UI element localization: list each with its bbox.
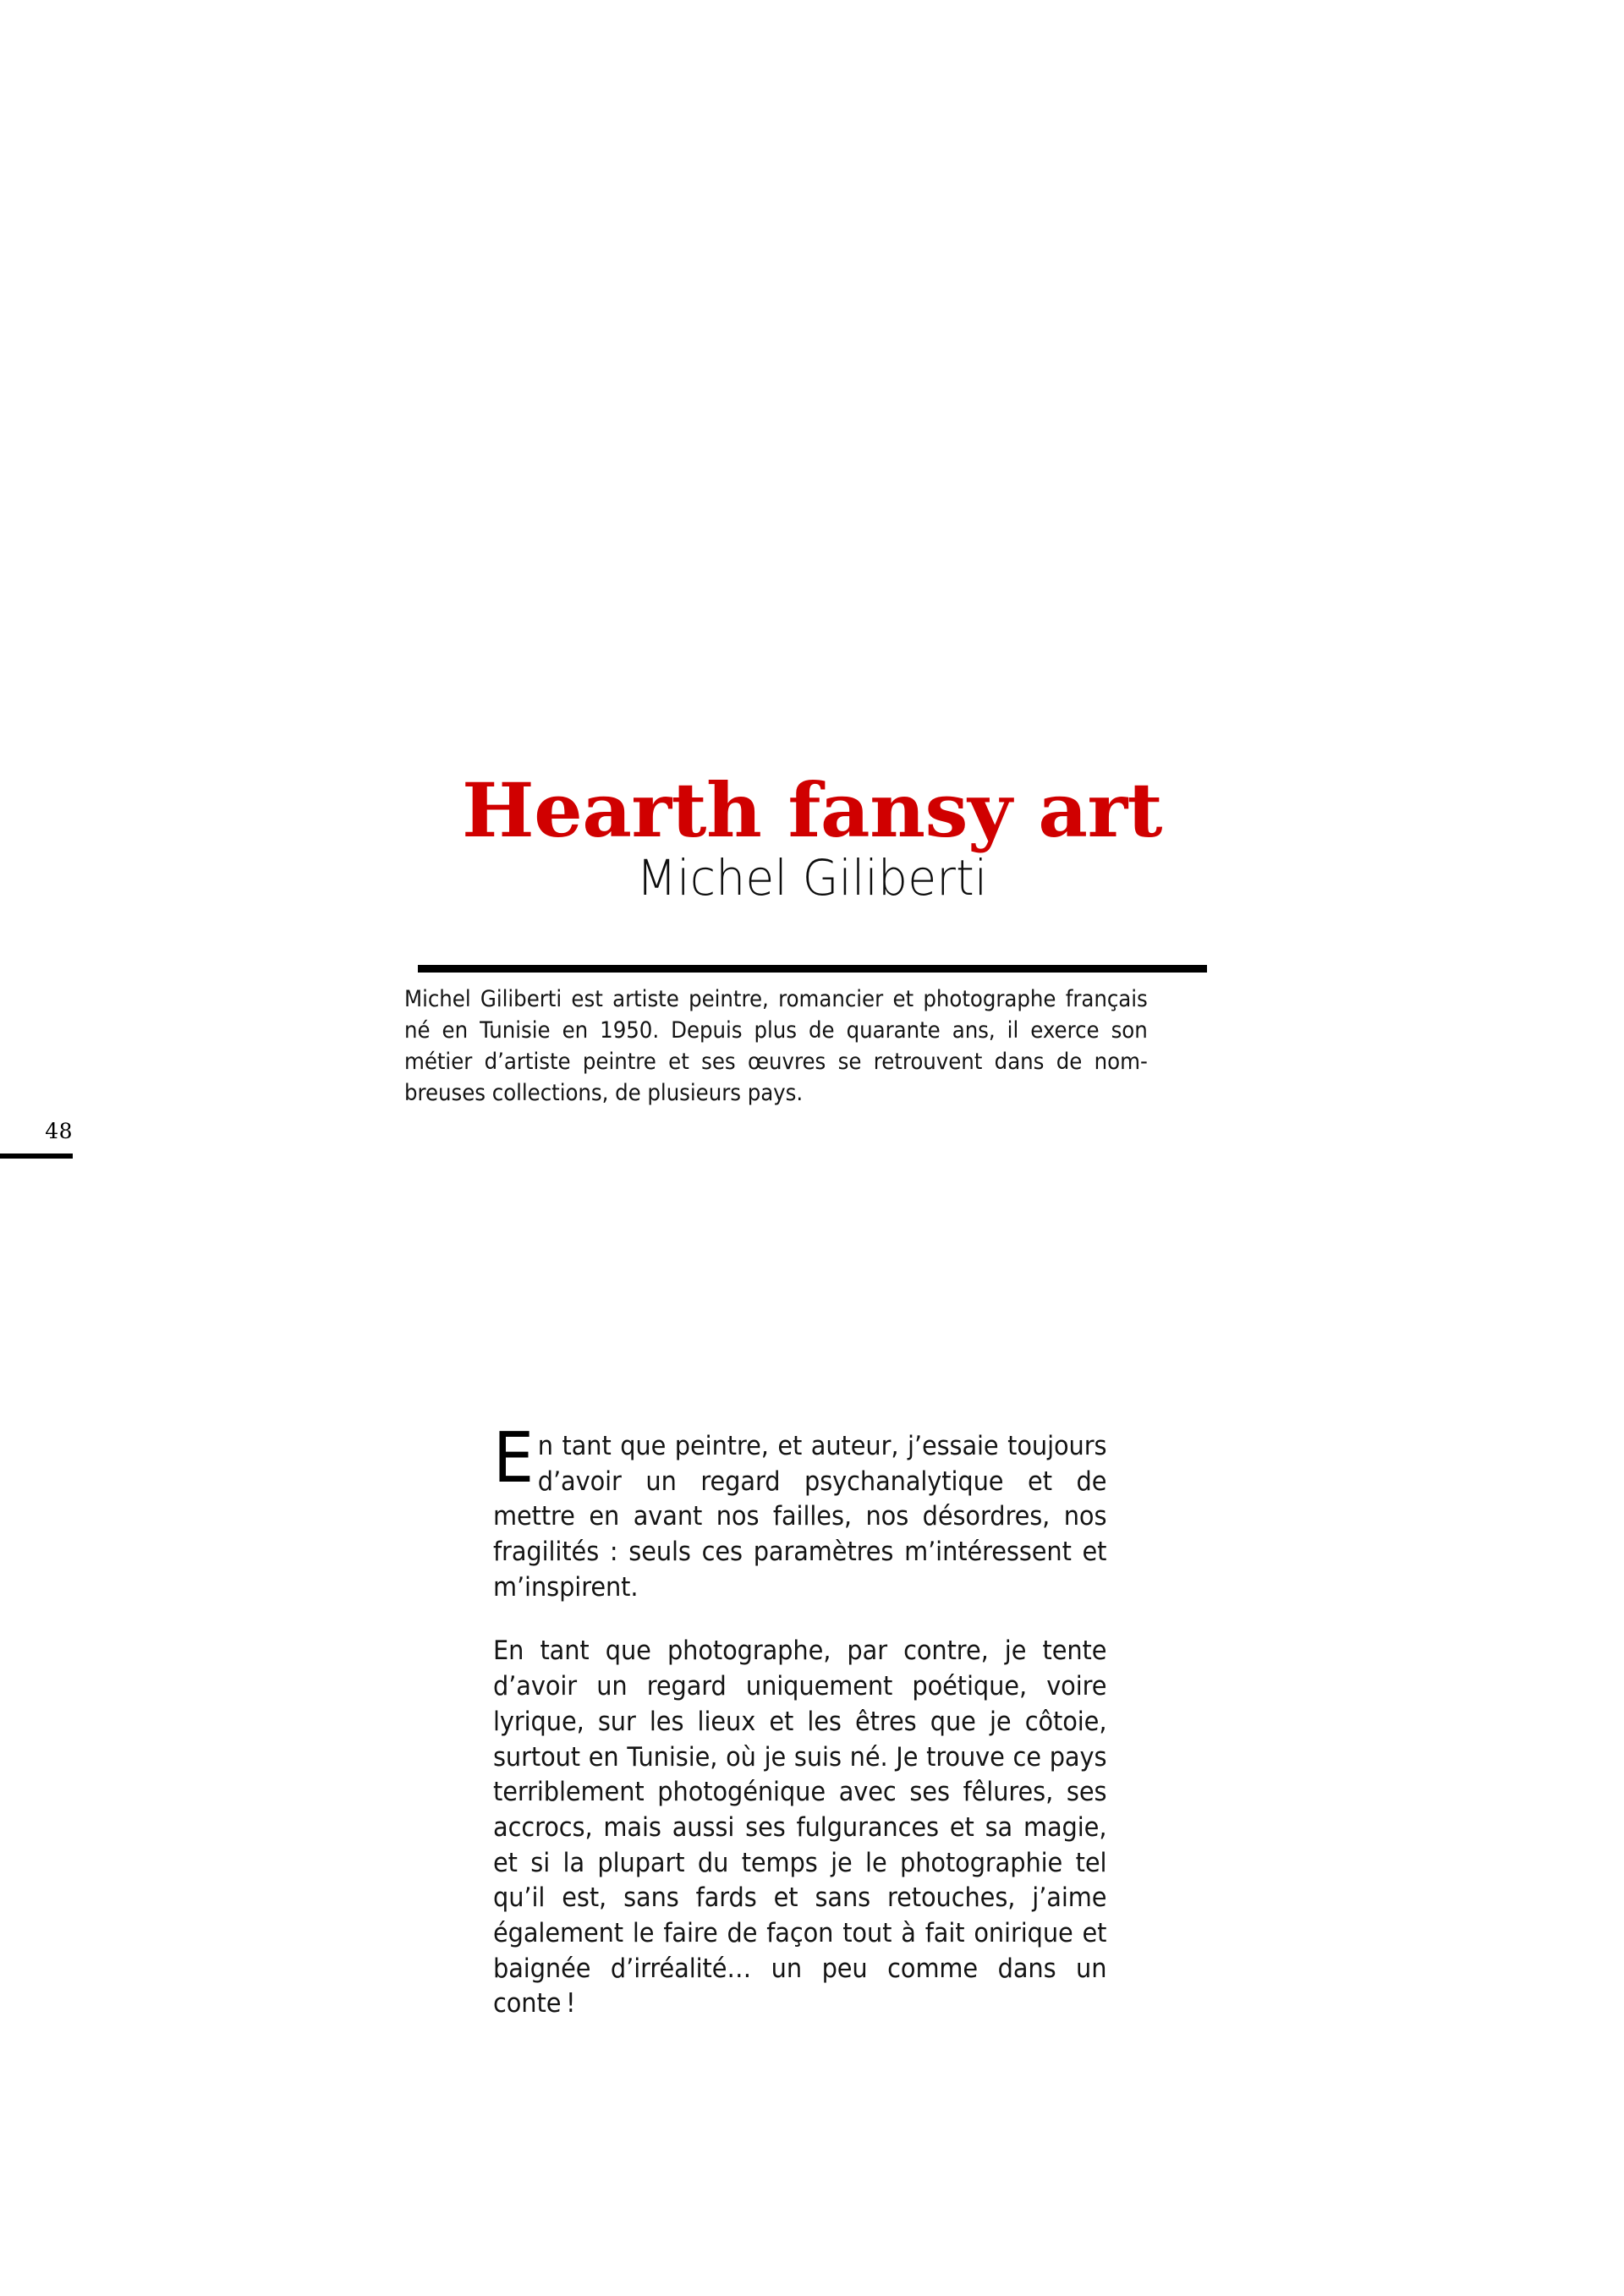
standfirst-text: Michel Giliberti est artiste peintre, romancier et photographe français né en Tunisie en 1950. Depuis plus de quarante ans, il exerce son métier d’artiste peintre et ses œuvres se retrouvent dans de nom-breuses collections, de plusieurs pays. [404,986,1148,1107]
masthead [414,766,1210,907]
body-paragraph: En tant que photographe, par contre, je tente d’avoir un regard uniquement poétique, voire lyrique, sur les lieux et les êtres que je côtoie, surtout en Tunisie, où je suis né. Je trouve ce pays terriblement photogénique avec ses fêlures, ses accrocs, mais aussi ses fulgurances et sa magie, et si la plupart du temps je le photographie tel qu’il est, sans fards et sans retouches, j’aime également le faire de façon tout à fait onirique et baignée d’irréalité… un peu comme dans un conte ! [493,1636,1107,2019]
page-title: Hearth fansy art [461,766,1163,854]
body-column [493,1418,1153,2022]
masthead-divider [418,965,1207,973]
page-number: 48 [45,1119,73,1143]
page-number-rule [0,1153,73,1159]
body-paragraph: En tant que peintre, et auteur, j’essaie toujours d’avoir un regard psychanalytique et de mettre en avant nos failles, nos désordres, nos fragilités : seuls ces paramètres m’intéressent et m’inspirent. [493,1418,1107,1603]
article-author: Michel Giliberti [636,849,988,907]
